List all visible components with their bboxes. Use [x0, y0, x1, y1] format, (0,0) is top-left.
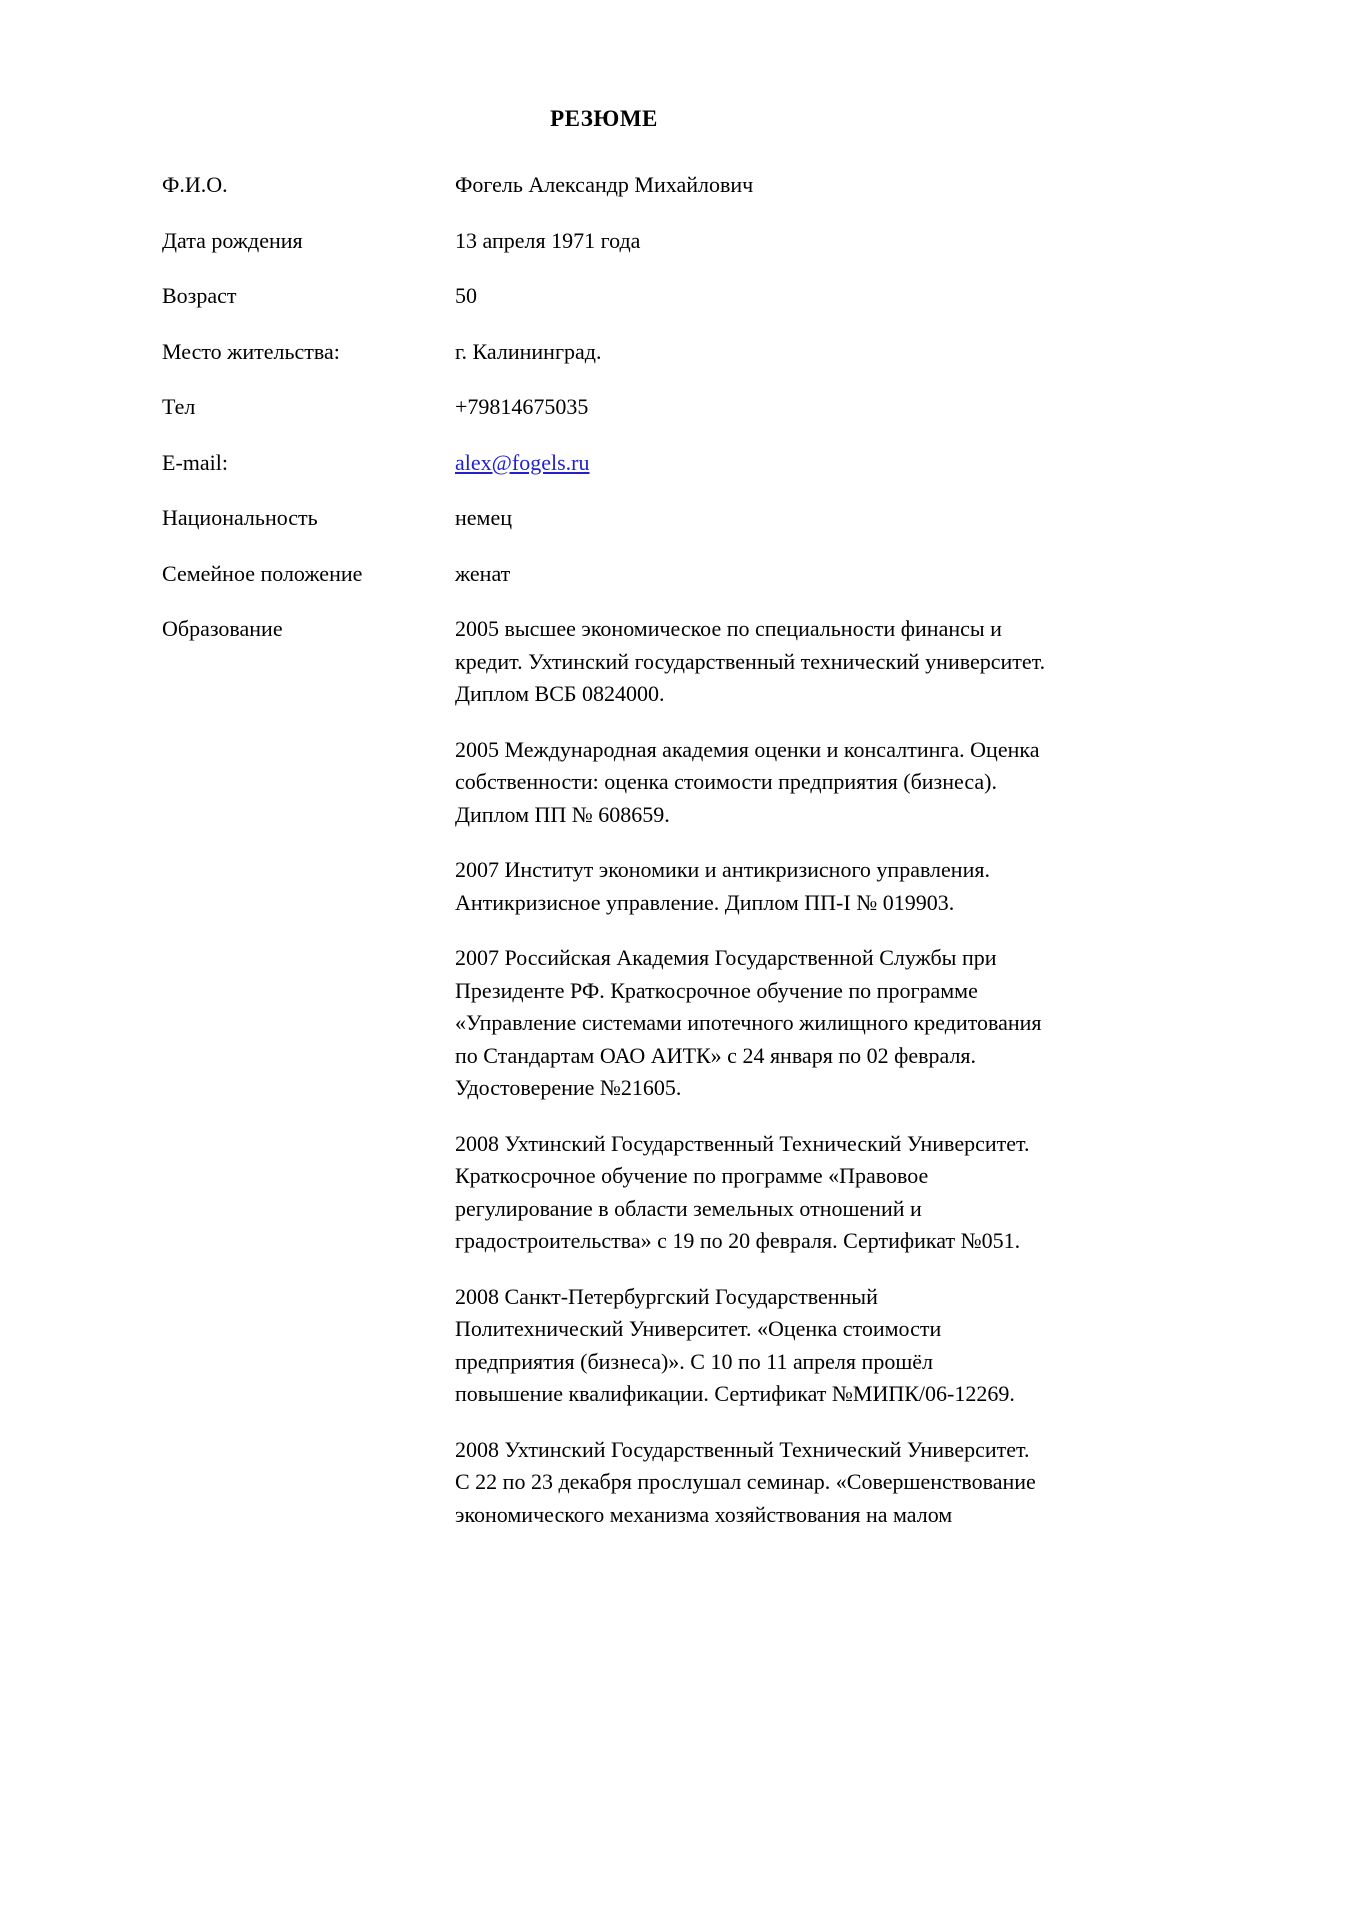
field-value: Фогель Александр Михайлович [455, 172, 754, 197]
education-entry: 2005 Международная академия оценки и консалтинга. Оценка собственности: оценка стоимости предприятия (бизнеса). Диплом ПП № 608659. [455, 736, 1040, 827]
education-entries [455, 613, 1046, 1531]
field-value: женат [455, 560, 511, 586]
field-row-marital-status [162, 558, 1046, 591]
education-entry: 2008 Санкт-Петербургский Государственный Политехнический Университет. «Оценка стоимости предприятия (бизнеса)». С 10 по 11 апреля прошёл повышение квалификации. Сертификат №МИПК/06-12269. [455, 1283, 1015, 1406]
field-label: Дата рождения [162, 227, 303, 253]
field-value: немец [455, 505, 512, 530]
field-label: Национальность [162, 505, 318, 530]
resume-content [162, 105, 1046, 1554]
field-label: Семейное положение [162, 560, 363, 586]
email-link[interactable]: alex@fogels.ru [455, 449, 590, 475]
education-entry: 2008 Ухтинский Государственный Технический Университет. Краткосрочное обучение по программе «Правовое регулирование в области земельных отношений и градостроительства» с 19 по 20 февраля. Сертификат №051. [455, 1130, 1030, 1253]
field-label: Ф.И.О. [162, 172, 228, 197]
field-value [455, 447, 1046, 480]
field-row-residence [162, 336, 1046, 369]
education-entry: 2005 высшее экономическое по специальности финансы и кредит. Ухтинский государственный технический университет. Диплом ВСБ 0824000. [455, 616, 1046, 706]
education-label: Образование [162, 616, 283, 641]
field-value: 13 апреля 1971 года [455, 227, 641, 253]
field-row-phone [162, 391, 1046, 424]
field-value: 50 [455, 283, 477, 308]
field-value: г. Калининград. [455, 338, 602, 364]
field-row-birthdate [162, 225, 1046, 258]
field-value: +79814675035 [455, 394, 589, 419]
page-title: РЕЗЮМЕ [550, 106, 658, 131]
education-entry: 2007 Институт экономики и антикризисного управления. Антикризисное управление. Диплом ПП-I № 019903. [455, 857, 990, 915]
education-entry: 2007 Российская Академия Государственной Службы при Президенте РФ. Краткосрочное обучение по программе «Управление системами ипотечного жилищного кредитования по Стандартам ОАО АИТК» с 24 января по 02 февраля. Удостоверение №21605. [455, 945, 1042, 1100]
education-entry: 2008 Ухтинский Государственный Технический Университет. С 22 по 23 декабря прослушал семинар. «Совершенствование экономического механизма хозяйствования на малом [455, 1436, 1036, 1527]
field-label: Возраст [162, 283, 237, 308]
field-row-age [162, 280, 1046, 313]
field-row-fio [162, 169, 1046, 202]
field-label: Тел [162, 394, 196, 419]
field-label: Место жительства: [162, 338, 340, 364]
field-label: E-mail: [162, 449, 228, 475]
field-row-nationality [162, 502, 1046, 535]
field-row-email [162, 447, 1046, 480]
education-section [162, 613, 1046, 1531]
